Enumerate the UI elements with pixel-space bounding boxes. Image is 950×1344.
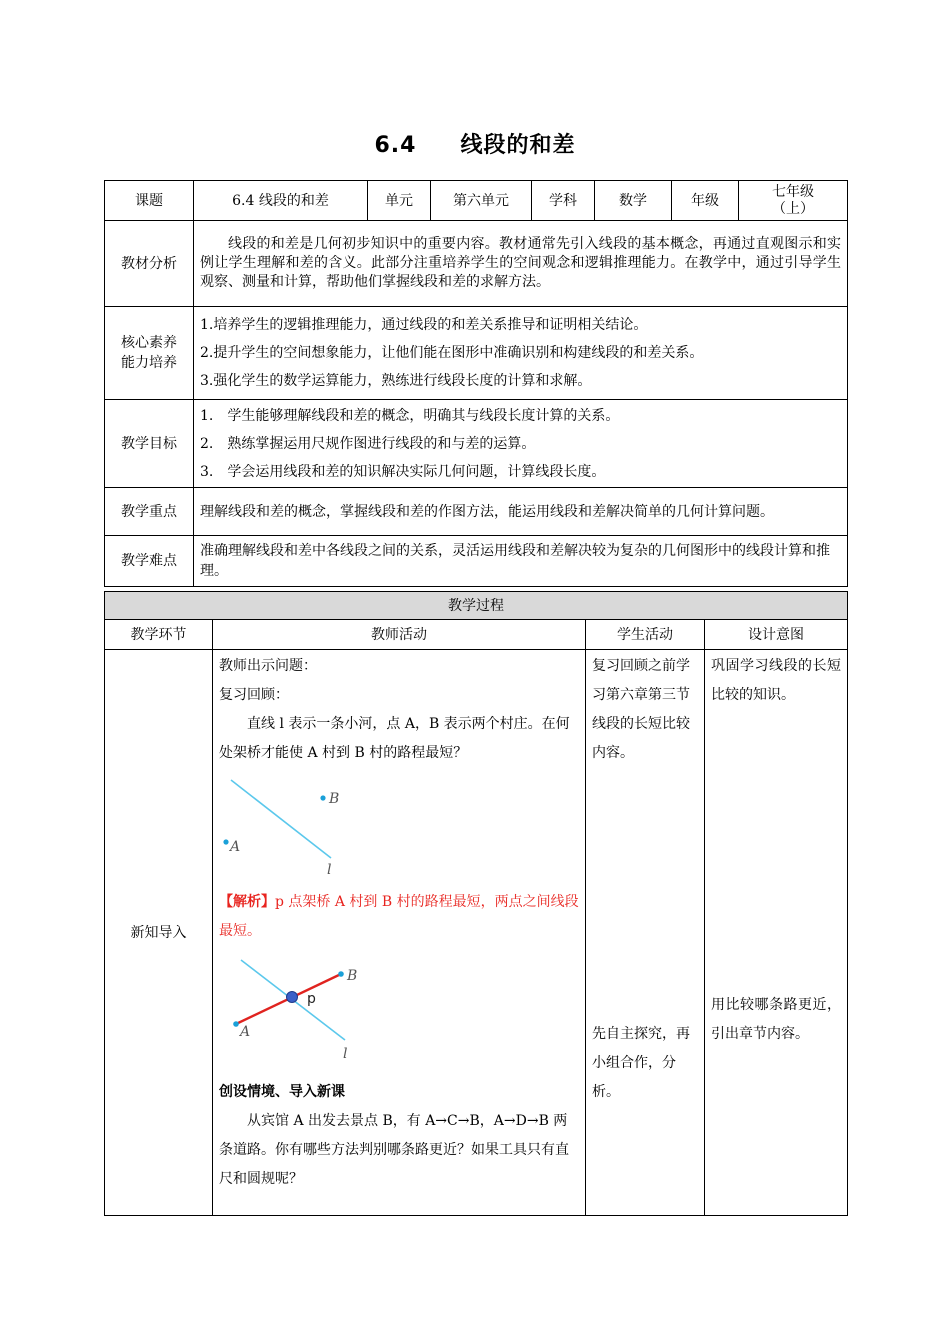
point-b-dot [320, 795, 325, 800]
lesson-info-table [104, 180, 848, 587]
unit-label: 单元 [368, 181, 431, 221]
intent-text1: 巩固学习线段的长短比较的知识。 [711, 658, 841, 703]
goal-item: 2. 熟练掌握运用尺规作图进行线段的和与差的运算。 [200, 435, 536, 452]
subject-value: 数学 [595, 181, 672, 221]
intent-text2: 用比较哪条路更近，引出章节内容。 [711, 997, 841, 1042]
point-p-label: p [307, 991, 316, 1007]
goal-item: 1. 学生能够理解线段和差的概念，明确其与线段长度计算的关系。 [200, 407, 620, 424]
student-text2: 先自主探究，再小组合作，分析。 [592, 1026, 690, 1100]
core-label-line1: 核心素养 [121, 335, 177, 351]
figure-river-villages [219, 772, 369, 882]
textbook-label: 教材分析 [105, 221, 194, 307]
difficulty-label: 教学难点 [105, 536, 194, 587]
grade-value-line1: 七年级 [772, 183, 814, 200]
teacher-problem: 直线 l 表示一条小河，点 A，B 表示两个村庄。在何处架桥才能使 A 村到 B 村的路程最短？ [219, 716, 570, 761]
line-l-label: l [327, 862, 332, 878]
title-text: 线段的和差 [460, 133, 576, 158]
core-item: 1.培养学生的逻辑推理能力，通过线段的和差关系推导和证明相关结论。 [200, 317, 648, 333]
core-list [194, 307, 848, 400]
stage-cell: 新知导入 [105, 650, 213, 1216]
goals-list [194, 400, 848, 488]
point-b-dot [338, 971, 344, 977]
point-a-dot [223, 839, 228, 844]
core-label-line2: 能力培养 [121, 355, 177, 371]
point-b-label: B [347, 968, 358, 984]
grade-value-line2: （上） [772, 200, 814, 217]
process-table [104, 591, 848, 1216]
page-title [0, 128, 950, 159]
core-item: 2.提升学生的空间想象能力，让他们能在图形中准确识别和构建线段的和差关系。 [200, 345, 704, 361]
column-teacher: 教师活动 [213, 620, 586, 650]
student-activity [586, 650, 705, 1216]
grade-label: 年级 [672, 181, 739, 221]
design-intent [705, 650, 848, 1216]
section-title: 创设情境、导入新课 [219, 1084, 345, 1100]
point-b-label: B [329, 791, 340, 807]
key-point-text: 理解线段和差的概念，掌握线段和差的作图方法，能运用线段和差解决简单的几何计算问题。 [194, 488, 848, 536]
title-number: 6.4 [374, 133, 417, 158]
teacher-activity [213, 650, 586, 1216]
core-item: 3.强化学生的数学运算能力，熟练进行线段长度的计算和求解。 [200, 373, 592, 389]
column-intent: 设计意图 [705, 620, 848, 650]
grade-value [739, 181, 848, 221]
goal-item: 3. 学会运用线段和差的知识解决实际几何问题，计算线段长度。 [200, 463, 606, 480]
point-p-dot [287, 992, 298, 1003]
point-a-label: A [240, 1024, 251, 1040]
subject-label: 学科 [532, 181, 595, 221]
student-text1: 复习回顾之前学习第六章第三节线段的长短比较内容。 [592, 658, 690, 761]
difficulty-text: 准确理解线段和差中各线段之间的关系，灵活运用线段和差解决较为复杂的几何图形中的线段计算和推理。 [194, 536, 848, 587]
analysis-text: p 点架桥 A 村到 B 村的路程最短，两点之间线段最短。 [219, 894, 579, 939]
topic-value: 6.4 线段的和差 [194, 181, 368, 221]
teacher-line2: 复习回顾： [219, 687, 289, 703]
analysis [219, 888, 579, 946]
point-a-label: A [230, 839, 241, 855]
process-header: 教学过程 [105, 592, 848, 620]
line-l-label: l [343, 1046, 348, 1062]
goals-label: 教学目标 [105, 400, 194, 488]
point-a-dot [233, 1021, 239, 1027]
key-point-label: 教学重点 [105, 488, 194, 536]
river-line [231, 780, 331, 858]
column-student: 学生活动 [586, 620, 705, 650]
core-label [105, 307, 194, 400]
unit-value: 第六单元 [431, 181, 532, 221]
teacher-line1: 教师出示问题： [219, 658, 317, 674]
topic-label: 课题 [105, 181, 194, 221]
textbook-text: 线段的和差是几何初步知识中的重要内容。教材通常先引入线段的基本概念，再通过直观图示和实例让学生理解和差的含义。此部分注重培养学生的空间观念和逻辑推理能力。在教学中，通过引导学生观察、测量和计算，帮助他们掌握线段和差的求解方法。 [194, 221, 848, 307]
figure-bridge-point [219, 956, 379, 1066]
scenario-text: 从宾馆 A 出发去景点 B，有 A→C→B，A→D→B 两条道路。你有哪些方法判别哪条路更近？如果工具只有直尺和圆规呢？ [219, 1113, 569, 1187]
analysis-tag: 【解析】 [219, 894, 275, 910]
column-stage: 教学环节 [105, 620, 213, 650]
